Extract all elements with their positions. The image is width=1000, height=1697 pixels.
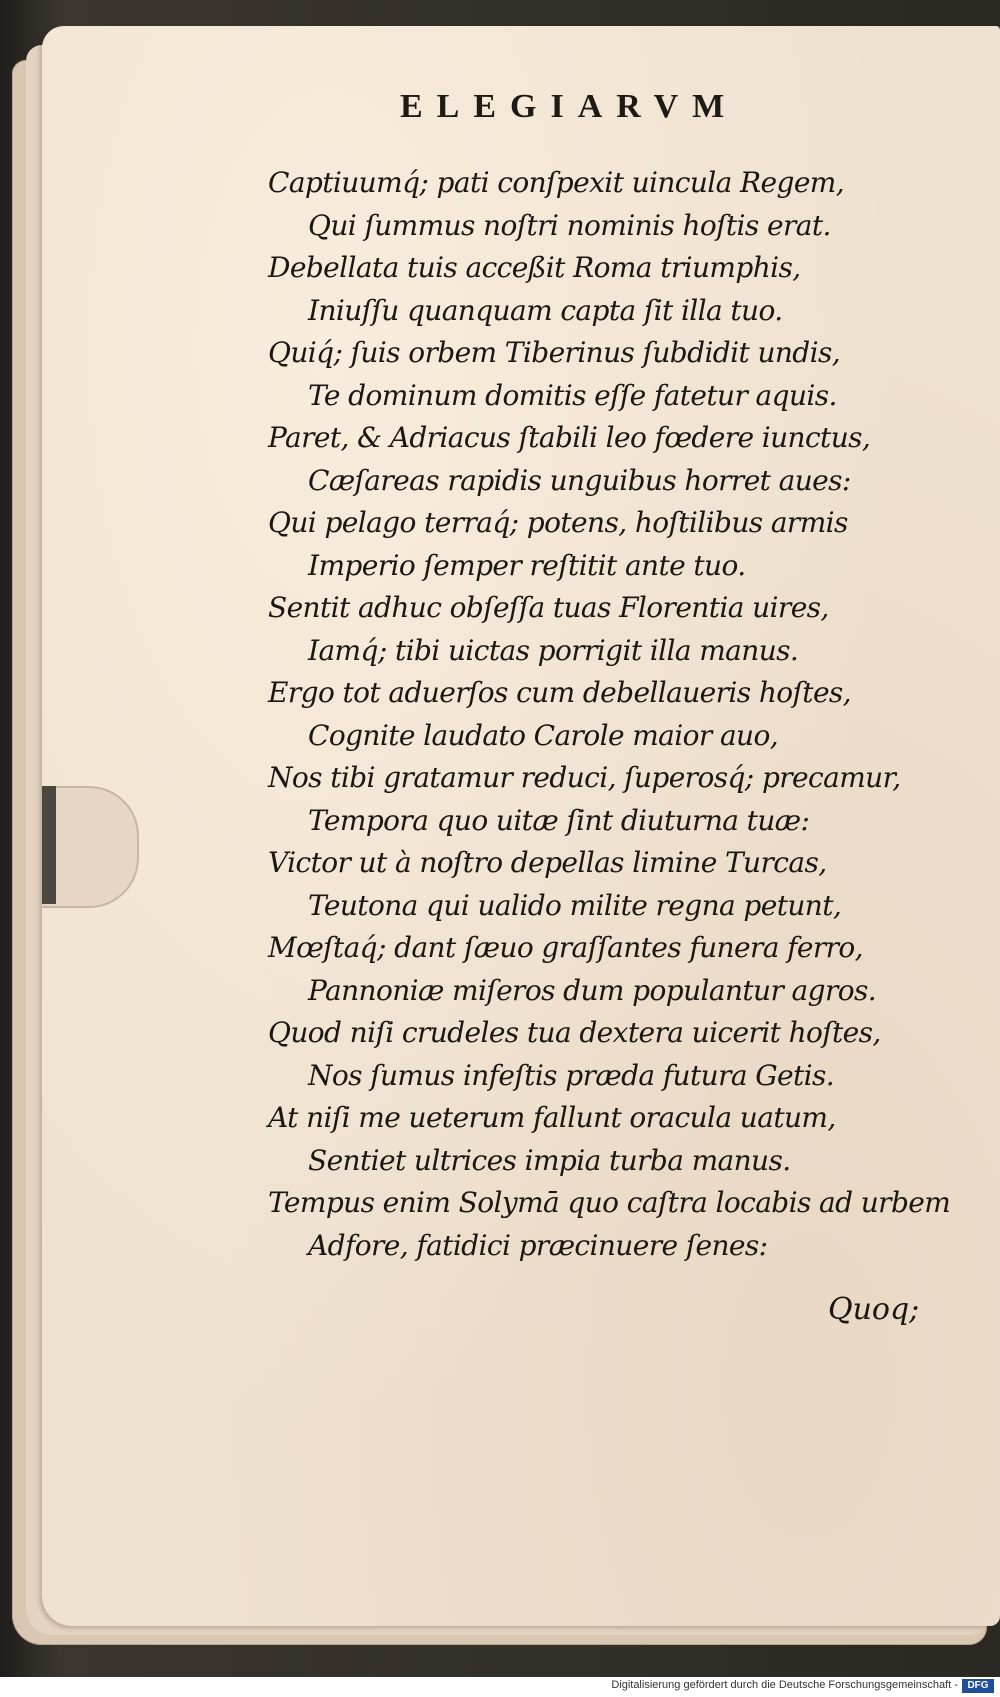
verse-line: Cognite laudato Carole maior auo, — [308, 718, 779, 752]
verse-line: Mœſtaq́; dant ſæuo graſſantes funera ferro, — [268, 931, 863, 964]
verse-line: Nos tibi gratamur reduci, ſuperosq́; precamur, — [268, 761, 901, 794]
verse-line: Victor ut à noſtro depellas limine Turcas, — [268, 846, 827, 879]
verse-line: Pannoniæ miſeros dum populantur agros. — [308, 973, 877, 1007]
verse-line: Qui ſummus noſtri nominis hoſtis erat. — [308, 208, 831, 242]
catchword: Quoq; — [828, 1292, 920, 1327]
verse-line: Iamq́; tibi uictas porrigit illa manus. — [308, 633, 799, 667]
verse-line: Sentit adhuc obſeſſa tuas Florentia uires, — [268, 591, 829, 624]
verse-line: Ergo tot aduerſos cum debellaueris hoſtes, — [268, 676, 851, 709]
verse-line: Quiq́; ſuis orbem Tiberinus ſubdidit undis, — [268, 336, 841, 369]
verse-line: Nos ſumus infeſtis præda futura Getis. — [308, 1058, 835, 1092]
verse-line: Iniuſſu quanquam capta ſit illa tuo. — [308, 293, 783, 327]
digitization-credit: Digitalisierung gefördert durch die Deutsche Forschungsgemeinschaft - — [611, 1679, 958, 1691]
verse-line: Captiuumq́; pati conſpexit uincula Regem, — [268, 166, 845, 199]
verse-line: Qui pelago terraq́; potens, hoſtilibus armis — [268, 506, 848, 539]
dfg-logo: DFG — [962, 1679, 994, 1693]
verse-block — [268, 162, 968, 1267]
verse-line: Imperio ſemper reſtitit ante tuo. — [308, 548, 746, 582]
verse-line: At niſi me ueterum fallunt oracula uatum, — [268, 1101, 836, 1134]
verse-line: Quod niſi crudeles tua dextera uicerit hoſtes, — [268, 1016, 881, 1049]
verse-line: Paret, & Adriacus ſtabili leo fœdere iunctus, — [268, 421, 871, 454]
verse-line: Sentiet ultrices impia turba manus. — [308, 1143, 791, 1177]
verse-line: Cæſareas rapidis unguibus horret aues: — [308, 463, 851, 497]
verse-line: Tempus enim Solymā quo caſtra locabis ad urbem — [268, 1186, 951, 1219]
binding-shadow — [42, 786, 56, 904]
verse-line: Teutona qui ualido milite regna petunt, — [308, 888, 842, 922]
running-head: ELEGIARVM — [400, 88, 739, 125]
verse-line: Te dominum domitis eſſe fatetur aquis. — [308, 378, 837, 412]
verse-line: Debellata tuis acceßit Roma triumphis, — [268, 251, 801, 284]
verse-line: Tempora quo uitæ ſint diuturna tuæ: — [308, 803, 810, 837]
verse-line: Adfore, fatidici præcinuere ſenes: — [308, 1228, 768, 1262]
page-tab-clip — [42, 786, 139, 908]
